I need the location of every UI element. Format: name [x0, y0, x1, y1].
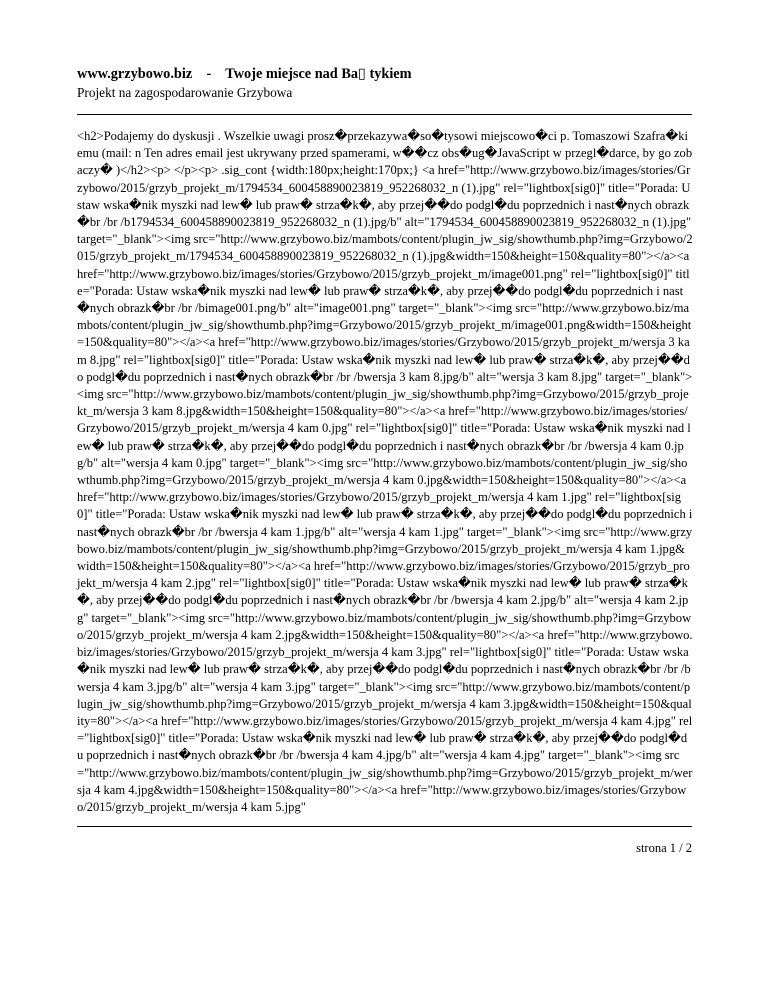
- page-number: strona 1 / 2: [636, 841, 692, 855]
- site-title: www.grzybowo.biz - Twoje miejsce nad Ba▯ tykiem: [77, 66, 412, 82]
- page-header: [77, 64, 692, 102]
- article-body: <h2>Podajemy do dyskusji . Wszelkie uwagi prosz�przekazywa�so�tysowi miejscowo�ci p. Tomaszowi Szafra�kiemu (mail: n Ten adres email jest ukrywany przed spamerami, w��cz obs�ug�JavaScript w przegl�darce, by go zobaczy� )</h2><p> </p><p> .sig_cont {width:180px;height:170px;} <a href="http://www.grzybowo.biz/images/stories/Grzybowo/2015/grzyb_projekt_m/1794534_600458890023819_952268032_n (1).jpg" rel="lightbox[sig0]" title="Porada: Ustaw wska�nik myszki nad lew� lub praw� strza�k�, aby przej��do podgl�du poprzednich i nast�nych obrazk�br /br /b1794534_600458890023819_952268032_n (1).jpg/b" alt="1794534_600458890023819_952268032_n (1).jpg" target="_blank"><img src="http://www.grzybowo.biz/mambots/content/plugin_jw_sig/showthumb.php?img=Grzybowo/2015/grzyb_projekt_m/1794534_600458890023819_952268032_n (1).jpg&width=150&height=150&quality=80"></a><a href="http://www.grzybowo.biz/images/stories/Grzybowo/2015/grzyb_projekt_m/image001.png" rel="lightbox[sig0]" title="Porada: Ustaw wska�nik myszki nad lew� lub praw� strza�k�, aby przej��do podgl�du poprzednich i nast�nych obrazk�br /br /bimage001.png/b" alt="image001.png" target="_blank"><img src="http://www.grzybowo.biz/mambots/content/plugin_jw_sig/showthumb.php?img=Grzybowo/2015/grzyb_projekt_m/image001.png&width=150&height=150&quality=80"></a><a href="http://www.grzybowo.biz/images/stories/Grzybowo/2015/grzyb_projekt_m/wersja 3 kam 8.jpg" rel="lightbox[sig0]" title="Porada: Ustaw wska�nik myszki nad lew� lub praw� strza�k�, aby przej��do podgl�du poprzednich i nast�nych obrazk�br /br /bwersja 3 kam 8.jpg/b" alt="wersja 3 kam 8.jpg" target="_blank"><img src="http://www.grzybowo.biz/mambots/content/plugin_jw_sig/showthumb.php?img=Grzybowo/2015/grzyb_projekt_m/wersja 3 kam 8.jpg&width=150&height=150&quality=80"></a><a href="http://www.grzybowo.biz/images/stories/Grzybowo/2015/grzyb_projekt_m/wersja 4 kam 0.jpg" rel="lightbox[sig0]" title="Porada: Ustaw wska�nik myszki nad lew� lub praw� strza�k�, aby przej��do podgl�du poprzednich i nast�nych obrazk�br /br /bwersja 4 kam 0.jpg/b" alt="wersja 4 kam 0.jpg" target="_blank"><img src="http://www.grzybowo.biz/mambots/content/plugin_jw_sig/showthumb.php?img=Grzybowo/2015/grzyb_projekt_m/wersja 4 kam 0.jpg&width=150&height=150&quality=80"></a><a href="http://www.grzybowo.biz/images/stories/Grzybowo/2015/grzyb_projekt_m/wersja 4 kam 1.jpg" rel="lightbox[sig0]" title="Porada: Ustaw wska�nik myszki nad lew� lub praw� strza�k�, aby przej��do podgl�du poprzednich i nast�nych obrazk�br /br /bwersja 4 kam 1.jpg/b" alt="wersja 4 kam 1.jpg" target="_blank"><img src="http://www.grzybowo.biz/mambots/content/plugin_jw_sig/showthumb.php?img=Grzybowo/2015/grzyb_projekt_m/wersja 4 kam 1.jpg&width=150&height=150&quality=80"></a><a href="http://www.grzybowo.biz/images/stories/Grzybowo/2015/grzyb_projekt_m/wersja 4 kam 2.jpg" rel="lightbox[sig0]" title="Porada: Ustaw wska�nik myszki nad lew� lub praw� strza�k�, aby przej��do podgl�du poprzednich i nast�nych obrazk�br /br /bwersja 4 kam 2.jpg/b" alt="wersja 4 kam 2.jpg" target="_blank"><img src="http://www.grzybowo.biz/mambots/content/plugin_jw_sig/showthumb.php?img=Grzybowo/2015/grzyb_projekt_m/wersja 4 kam 2.jpg&width=150&height=150&quality=80"></a><a href="http://www.grzybowo.biz/images/stories/Grzybowo/2015/grzyb_projekt_m/wersja 4 kam 3.jpg" rel="lightbox[sig0]" title="Porada: Ustaw wska�nik myszki nad lew� lub praw� strza�k�, aby przej��do podgl�du poprzednich i nast�nych obrazk�br /br /bwersja 4 kam 3.jpg/b" alt="wersja 4 kam 3.jpg" target="_blank"><img src="http://www.grzybowo.biz/mambots/content/plugin_jw_sig/showthumb.php?img=Grzybowo/2015/grzyb_projekt_m/wersja 4 kam 3.jpg&width=150&height=150&quality=80"></a><a href="http://www.grzybowo.biz/images/stories/Grzybowo/2015/grzyb_projekt_m/wersja 4 kam 4.jpg" rel="lightbox[sig0]" title="Porada: Ustaw wska�nik myszki nad lew� lub praw� strza�k�, aby przej��do podgl�du poprzednich i nast�nych obrazk�br /br /bwersja 4 kam 4.jpg/b" alt="wersja 4 kam 4.jpg" target="_blank"><img src="http://www.grzybowo.biz/mambots/content/plugin_jw_sig/showthumb.php?img=Grzybowo/2015/grzyb_projekt_m/wersja 4 kam 4.jpg&width=150&height=150&quality=80"></a><a href="http://www.grzybowo.biz/images/stories/Grzybowo/2015/grzyb_projekt_m/wersja 4 kam 5.jpg": [77, 129, 693, 814]
- header-divider: [77, 114, 692, 115]
- footer-divider: [77, 826, 692, 827]
- site-subtitle: Projekt na zagospodarowanie Grzybowa: [77, 85, 293, 100]
